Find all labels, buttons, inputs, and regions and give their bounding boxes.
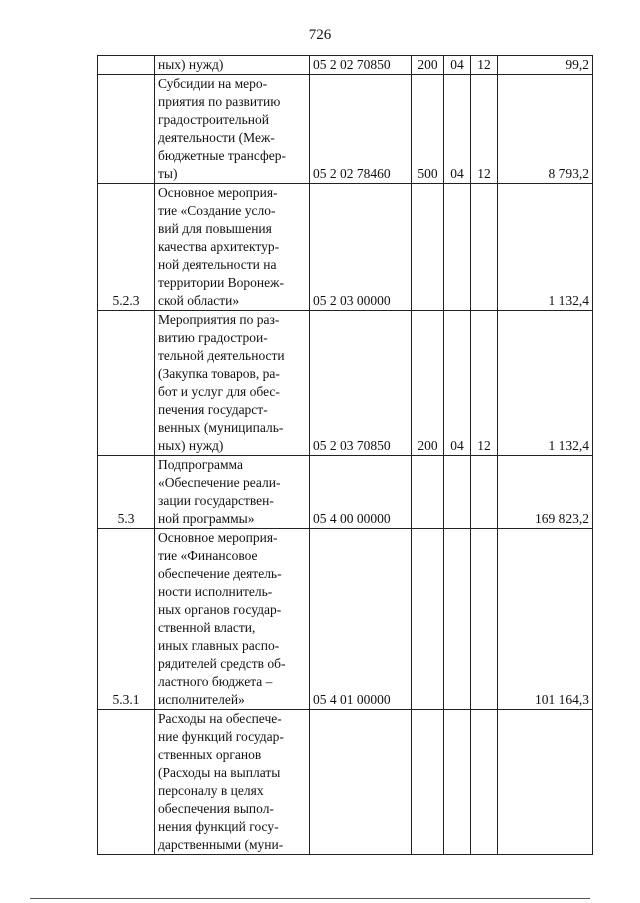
expense-type-cell: 200 xyxy=(412,311,444,456)
budget-code-cell: 05 2 02 70850 xyxy=(310,56,412,75)
section-cell: 04 xyxy=(444,311,471,456)
subsection-cell xyxy=(471,710,498,855)
row-number-cell: 5.3.1 xyxy=(98,529,155,710)
budget-code-cell: 05 2 03 70850 xyxy=(310,311,412,456)
table-row xyxy=(98,529,593,710)
row-number-cell: 5.3 xyxy=(98,456,155,529)
bottom-rule xyxy=(30,898,590,899)
budget-code-cell xyxy=(310,710,412,855)
row-number-cell: 5.2.3 xyxy=(98,184,155,311)
description-cell: Основное мероприя- тие «Финансовое обеспечение деятель- ности исполнитель- ных органов государ- ственной власти, иных главных распо- рядителей средств об- ластного бюджета – исполнителей» xyxy=(155,529,310,710)
expense-type-cell xyxy=(412,456,444,529)
table-row xyxy=(98,75,593,184)
table-row xyxy=(98,710,593,855)
row-number-cell xyxy=(98,710,155,855)
description-cell: Подпрограмма «Обеспечение реали- зации государствен- ной программы» xyxy=(155,456,310,529)
expense-type-cell xyxy=(412,710,444,855)
row-number-cell xyxy=(98,75,155,184)
subsection-cell xyxy=(471,184,498,311)
description-cell: Мероприятия по раз- витию градострои- тельной деятельности (Закупка товаров, ра- бот и услуг для обес- печения государст- венных (муниципаль- ных) нужд) xyxy=(155,311,310,456)
page-number: 726 xyxy=(308,27,332,43)
description-cell: Расходы на обеспече- ние функций государ- ственных органов (Расходы на выплаты персоналу в целях обеспечения выпол- нения функций госу- дарственными (муни- xyxy=(155,710,310,855)
section-cell: 04 xyxy=(444,56,471,75)
expense-type-cell xyxy=(412,184,444,311)
amount-cell: 1 132,4 xyxy=(498,311,593,456)
section-cell xyxy=(444,529,471,710)
subsection-cell xyxy=(471,456,498,529)
subsection-cell: 12 xyxy=(471,75,498,184)
amount-cell: 8 793,2 xyxy=(498,75,593,184)
row-number-cell xyxy=(98,311,155,456)
budget-code-cell: 05 4 01 00000 xyxy=(310,529,412,710)
budget-code-cell: 05 2 02 78460 xyxy=(310,75,412,184)
subsection-cell: 12 xyxy=(471,56,498,75)
table-row xyxy=(98,184,593,311)
section-cell: 04 xyxy=(444,75,471,184)
budget-code-cell: 05 4 00 00000 xyxy=(310,456,412,529)
amount-cell: 99,2 xyxy=(498,56,593,75)
amount-cell: 101 164,3 xyxy=(498,529,593,710)
amount-cell: 169 823,2 xyxy=(498,456,593,529)
row-number-cell xyxy=(98,56,155,75)
expense-type-cell xyxy=(412,529,444,710)
amount-cell: 1 132,4 xyxy=(498,184,593,311)
amount-cell xyxy=(498,710,593,855)
section-cell xyxy=(444,456,471,529)
description-cell: Субсидии на меро- приятия по развитию градостроительной деятельности (Меж- бюджетные трансфер- ты) xyxy=(155,75,310,184)
subsection-cell xyxy=(471,529,498,710)
subsection-cell: 12 xyxy=(471,311,498,456)
description-cell: ных) нужд) xyxy=(155,56,310,75)
budget-code-cell: 05 2 03 00000 xyxy=(310,184,412,311)
expense-type-cell: 500 xyxy=(412,75,444,184)
description-cell: Основное мероприя- тие «Создание усло- вий для повышения качества архитектур- ной деятельности на территории Воронеж- ской области» xyxy=(155,184,310,311)
expense-type-cell: 200 xyxy=(412,56,444,75)
table-row xyxy=(98,456,593,529)
table-row xyxy=(98,311,593,456)
section-cell xyxy=(444,184,471,311)
budget-table xyxy=(97,55,593,855)
table-row xyxy=(98,56,593,75)
section-cell xyxy=(444,710,471,855)
